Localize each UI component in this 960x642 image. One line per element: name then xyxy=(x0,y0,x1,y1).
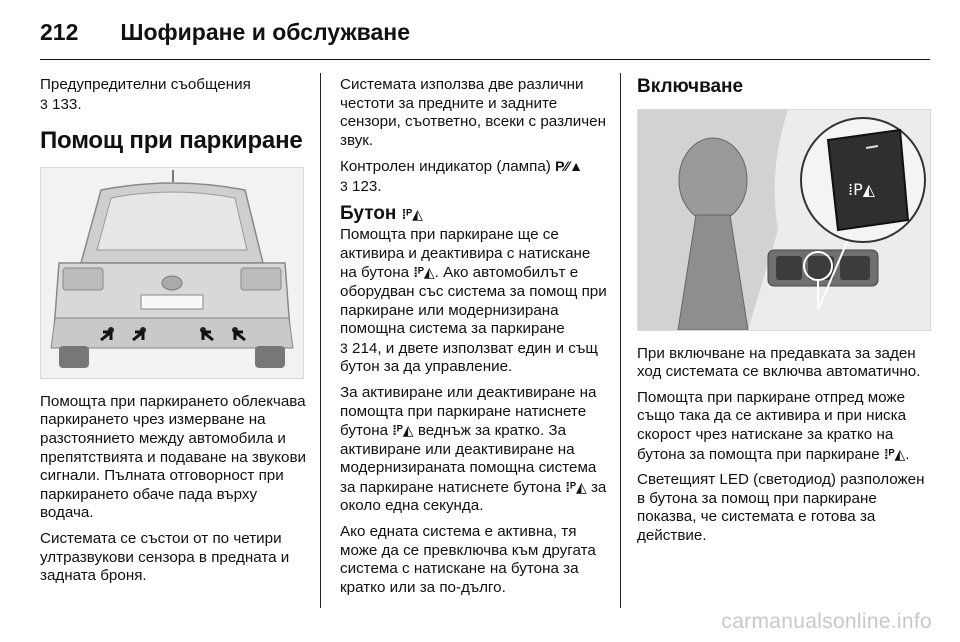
front-assist-end: . xyxy=(905,445,910,463)
header-rule xyxy=(40,59,930,60)
intro-line: Предупредителни съобщения xyxy=(40,76,251,93)
column-divider-1 xyxy=(320,73,321,608)
column-divider-2 xyxy=(620,73,621,608)
activation-text-c: за около една секунда. xyxy=(340,478,607,515)
park-button-icon: ⁞ᴾ◭ xyxy=(883,445,906,462)
lamp-ref[interactable]: 123. xyxy=(352,177,382,195)
button-text-a: Помощта при паркиране ще се активира и деактивира с натискане на бутона xyxy=(340,226,591,282)
park-button-icon: ⁞ᴾ◭ xyxy=(413,264,435,281)
paragraph-reverse-gear: При включване на предавката за заден ход системата се включва автоматично. xyxy=(637,344,921,381)
park-button-icon: ⁞ᴾ◭ xyxy=(565,478,587,495)
center-console-illustration xyxy=(637,109,931,331)
paragraph-frequencies: Системата използва две различни честоти за предните и задните сензори, съответно, всеки с различен звук. xyxy=(340,76,606,149)
page-title: Шофиране и обслужване xyxy=(120,18,410,45)
page-number: 212 xyxy=(40,18,79,45)
page-header xyxy=(40,12,410,52)
page-ref-icon: 3 xyxy=(340,339,348,356)
svg-text:⁞P◭: ⁞P◭ xyxy=(848,179,876,199)
button-ref[interactable]: 214, и двете използват един и същ бутон за да управление. xyxy=(340,339,598,376)
section-heading-parking-assist: Помощ при паркиране xyxy=(40,127,303,155)
paragraph-switching: Ако едната система е активна, тя може да се превключва към другата система с натискане на бутона за кратко или за по-дълго. xyxy=(340,523,596,596)
page-ref-icon: 3 xyxy=(340,177,348,194)
page-ref-icon: 3 xyxy=(40,95,48,112)
activation-text-a: За активиране или деактивиране на помощта при паркиране натиснете бутона xyxy=(340,383,597,440)
park-button-icon: ⁞ᴾ◭ xyxy=(401,205,423,222)
column-2 xyxy=(340,76,608,604)
section-heading-switch-on: Включване xyxy=(637,76,744,97)
intro-ref[interactable]: 133. xyxy=(52,95,82,113)
park-button-icon: ⁞ᴾ◭ xyxy=(392,422,414,439)
front-assist-text: Помощта при паркиране отпред може също така да се активира и при ниска скорост чрез натискане за кратко на бутона за помощта при паркиране xyxy=(637,388,907,463)
paragraph-led: Светещият LED (светодиод) разположен в бутона за помощ при паркиране показва, че системата е готова за действие. xyxy=(637,471,925,544)
column-1 xyxy=(40,76,308,593)
column-3 xyxy=(637,76,929,553)
activation-text-b: веднъж за кратко. За активиране или деактивиране на модернизираната помощна система за паркиране натиснете бутона xyxy=(340,422,597,496)
watermark: carmanualsonline.info xyxy=(721,610,932,633)
section-heading-button: Бутон xyxy=(340,202,397,224)
rear-car-illustration xyxy=(40,167,304,379)
lamp-text: Контролен индикатор (лампа) xyxy=(340,158,551,176)
paragraph-2: Системата се състои от по четири ултразвукови сензора в предната и задната броня. xyxy=(40,529,290,585)
button-text-b: . Ако автомобилът е оборудван със система за помощ при паркиране или модернизирана помощна система за паркиране xyxy=(340,264,607,338)
park-lamp-icon: P⁄⁄▲ xyxy=(555,158,583,175)
paragraph-1: Помощта при паркирането облекчава паркирането чрез измерване на разстоянието между автомобила и препятствията и подаване на звукови сигнали. Пълната отговорност при паркирането обаче пада върху водача. xyxy=(40,392,307,522)
